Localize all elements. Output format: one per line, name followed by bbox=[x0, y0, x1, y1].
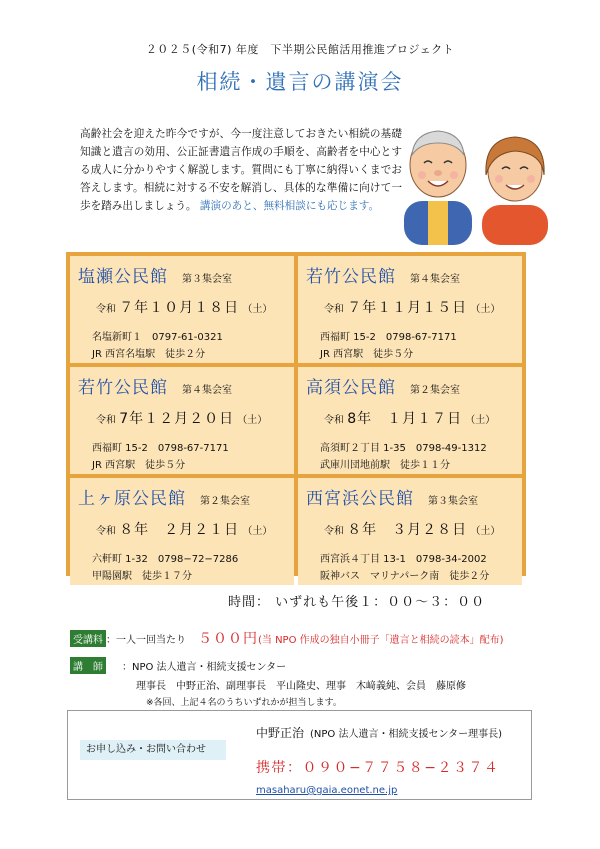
venue-address-block bbox=[306, 551, 522, 585]
venue-date bbox=[78, 408, 294, 428]
venue-card bbox=[70, 478, 294, 585]
venue-date-value: ７年１１月１５日 bbox=[347, 300, 468, 316]
fee-row bbox=[70, 628, 504, 648]
fee-label: 受講料 bbox=[70, 630, 106, 647]
lecturer-role: 副理事長 bbox=[226, 681, 266, 692]
venue-date-value: ８年 ３月２８日 bbox=[347, 522, 468, 538]
venue-card bbox=[70, 256, 294, 363]
venue-address-block bbox=[78, 440, 294, 474]
venue-room: 第３集会室 bbox=[428, 496, 478, 507]
time-info bbox=[228, 591, 485, 610]
elderly-man-icon bbox=[404, 131, 472, 245]
venue-era: 令和 bbox=[96, 415, 116, 426]
venue-room: 第２集会室 bbox=[200, 496, 250, 507]
fee-text: ：一人一回当たり bbox=[106, 635, 186, 646]
contact-phone: 携帯：０９０−７７５８−２３７４ bbox=[256, 760, 500, 776]
venue-era: 令和 bbox=[96, 304, 116, 315]
venue-access: 武庫川団地前駅 徒歩１１分 bbox=[320, 460, 450, 471]
venue-card bbox=[298, 478, 522, 585]
venue-name: 若竹公民館 bbox=[78, 378, 168, 398]
venue-name: 高須公民館 bbox=[306, 378, 396, 398]
time-value: いずれも午後１：００～３：００ bbox=[275, 595, 486, 610]
venue-name: 西宮浜公民館 bbox=[306, 489, 414, 509]
lecturer-note: ※各回、上記４名のうちいずれかが担当します。 bbox=[146, 698, 342, 708]
contact-name-row bbox=[256, 724, 502, 741]
venue-access: 阪神バス マリナパーク南 徒歩２分 bbox=[320, 571, 490, 582]
venue-access: JR 西宮名塩駅 徒歩２分 bbox=[92, 349, 206, 360]
venue-era: 令和 bbox=[324, 415, 344, 426]
venue-room: 第４集会室 bbox=[182, 385, 232, 396]
venue-date bbox=[78, 297, 294, 317]
venue-era: 令和 bbox=[324, 304, 344, 315]
lecturer-name: 平山隆史、 bbox=[276, 681, 326, 692]
venue-dow: （土） bbox=[465, 415, 496, 426]
venue-access: JR 西宮駅 徒歩５分 bbox=[92, 460, 186, 471]
venue-access: JR 西宮駅 徒歩５分 bbox=[320, 349, 414, 360]
fee-price: ５００円 bbox=[198, 631, 258, 647]
elderly-woman-icon bbox=[482, 137, 548, 245]
lecturer-role: 理事長 bbox=[136, 681, 166, 692]
contact-label: お申し込み・お問い合わせ bbox=[80, 740, 226, 760]
lecturer-role: 理事 bbox=[326, 681, 346, 692]
venue-address-block bbox=[306, 440, 522, 474]
venue-date bbox=[306, 408, 522, 428]
lecturer-name: 藤原修 bbox=[436, 681, 466, 692]
venue-card bbox=[70, 367, 294, 474]
project-header: ２０２５(令和7) 年度 下半期公民館活用推進プロジェクト bbox=[145, 43, 455, 56]
lecturer-name: 中野正治、 bbox=[176, 681, 226, 692]
venue-address: 西福町 15-2 0798-67-7171 bbox=[92, 443, 229, 454]
contact-title: (NPO 法人遺言・相続支援センター理事長) bbox=[310, 729, 502, 740]
venue-address: 西宮浜４丁目 13-1 0798-34-2002 bbox=[320, 554, 487, 565]
venue-name: 上ヶ原公民館 bbox=[78, 489, 186, 509]
venue-dow: （土） bbox=[237, 415, 268, 426]
venue-dow: （土） bbox=[470, 304, 501, 315]
time-label: 時間： bbox=[228, 595, 271, 610]
venue-schedule-grid bbox=[66, 252, 526, 582]
venue-date-value: ７年１０月１８日 bbox=[119, 300, 240, 316]
venue-dow: （土） bbox=[242, 304, 273, 315]
venue-access: 甲陽園駅 徒歩１７分 bbox=[92, 571, 192, 582]
venue-address: 高須町２丁目 1-35 0798-49-1312 bbox=[320, 443, 487, 454]
intro-text: 高齢社会を迎えた昨今ですが、今一度注意しておきたい相続の基礎知識と遺言の効用、公正証書遺言作成の手順を、高齢者を中心とする成人に分かりやすく解説します。質問にも丁寧に納得いくまでお答えします。相続に対する不安を解消し、具体的な準備に向けて一歩を踏み出しましょう。 bbox=[80, 128, 402, 212]
lecturer-names bbox=[136, 677, 466, 692]
venue-name: 塩瀬公民館 bbox=[78, 267, 168, 287]
lecturer-name: 木﨑義純、 bbox=[356, 681, 406, 692]
venue-date bbox=[78, 519, 294, 539]
venue-address-block bbox=[78, 329, 294, 363]
venue-card bbox=[298, 367, 522, 474]
venue-room: 第２集会室 bbox=[410, 385, 460, 396]
venue-room: 第４集会室 bbox=[410, 274, 460, 285]
venue-date-value: ８年 ２月２１日 bbox=[119, 522, 240, 538]
lecturer-label-row bbox=[70, 657, 106, 674]
venue-dow: （土） bbox=[242, 526, 273, 537]
lecturer-role: 会員 bbox=[406, 681, 426, 692]
contact-email-link[interactable]: masaharu@gaia.eonet.ne.jp bbox=[256, 785, 398, 796]
venue-date-value: 8年 １月１７日 bbox=[347, 411, 463, 427]
venue-era: 令和 bbox=[96, 526, 116, 537]
venue-address: 西福町 15-2 0798-67-7171 bbox=[320, 332, 457, 343]
venue-name: 若竹公民館 bbox=[306, 267, 396, 287]
page-title: 相続・遺言の講演会 bbox=[196, 70, 404, 94]
venue-card bbox=[298, 256, 522, 363]
venue-date bbox=[306, 519, 522, 539]
contact-name: 中野正治 bbox=[256, 726, 305, 740]
venue-era: 令和 bbox=[324, 526, 344, 537]
intro-highlight: 講演のあと、無料相談にも応じます。 bbox=[199, 200, 380, 212]
lecturer-org: ：NPO 法人遺言・相続支援センター bbox=[122, 662, 287, 673]
intro-paragraph bbox=[80, 125, 402, 215]
lecturer-label: 講 師 bbox=[70, 657, 106, 674]
elderly-couple-illustration bbox=[392, 113, 560, 245]
venue-date bbox=[306, 297, 522, 317]
venue-dow: （土） bbox=[470, 526, 501, 537]
venue-address-block bbox=[306, 329, 522, 363]
venue-address: 六軒町 1-32 0798−72−7286 bbox=[92, 554, 239, 565]
venue-address-block bbox=[78, 551, 294, 585]
fee-note: (当 NPO 作成の独自小冊子「遺言と相続の読本」配布) bbox=[258, 635, 504, 646]
venue-date-value: 7年１２月２０日 bbox=[119, 411, 235, 427]
venue-room: 第３集会室 bbox=[182, 274, 232, 285]
venue-address: 名塩新町１ 0797-61-0321 bbox=[92, 332, 223, 343]
